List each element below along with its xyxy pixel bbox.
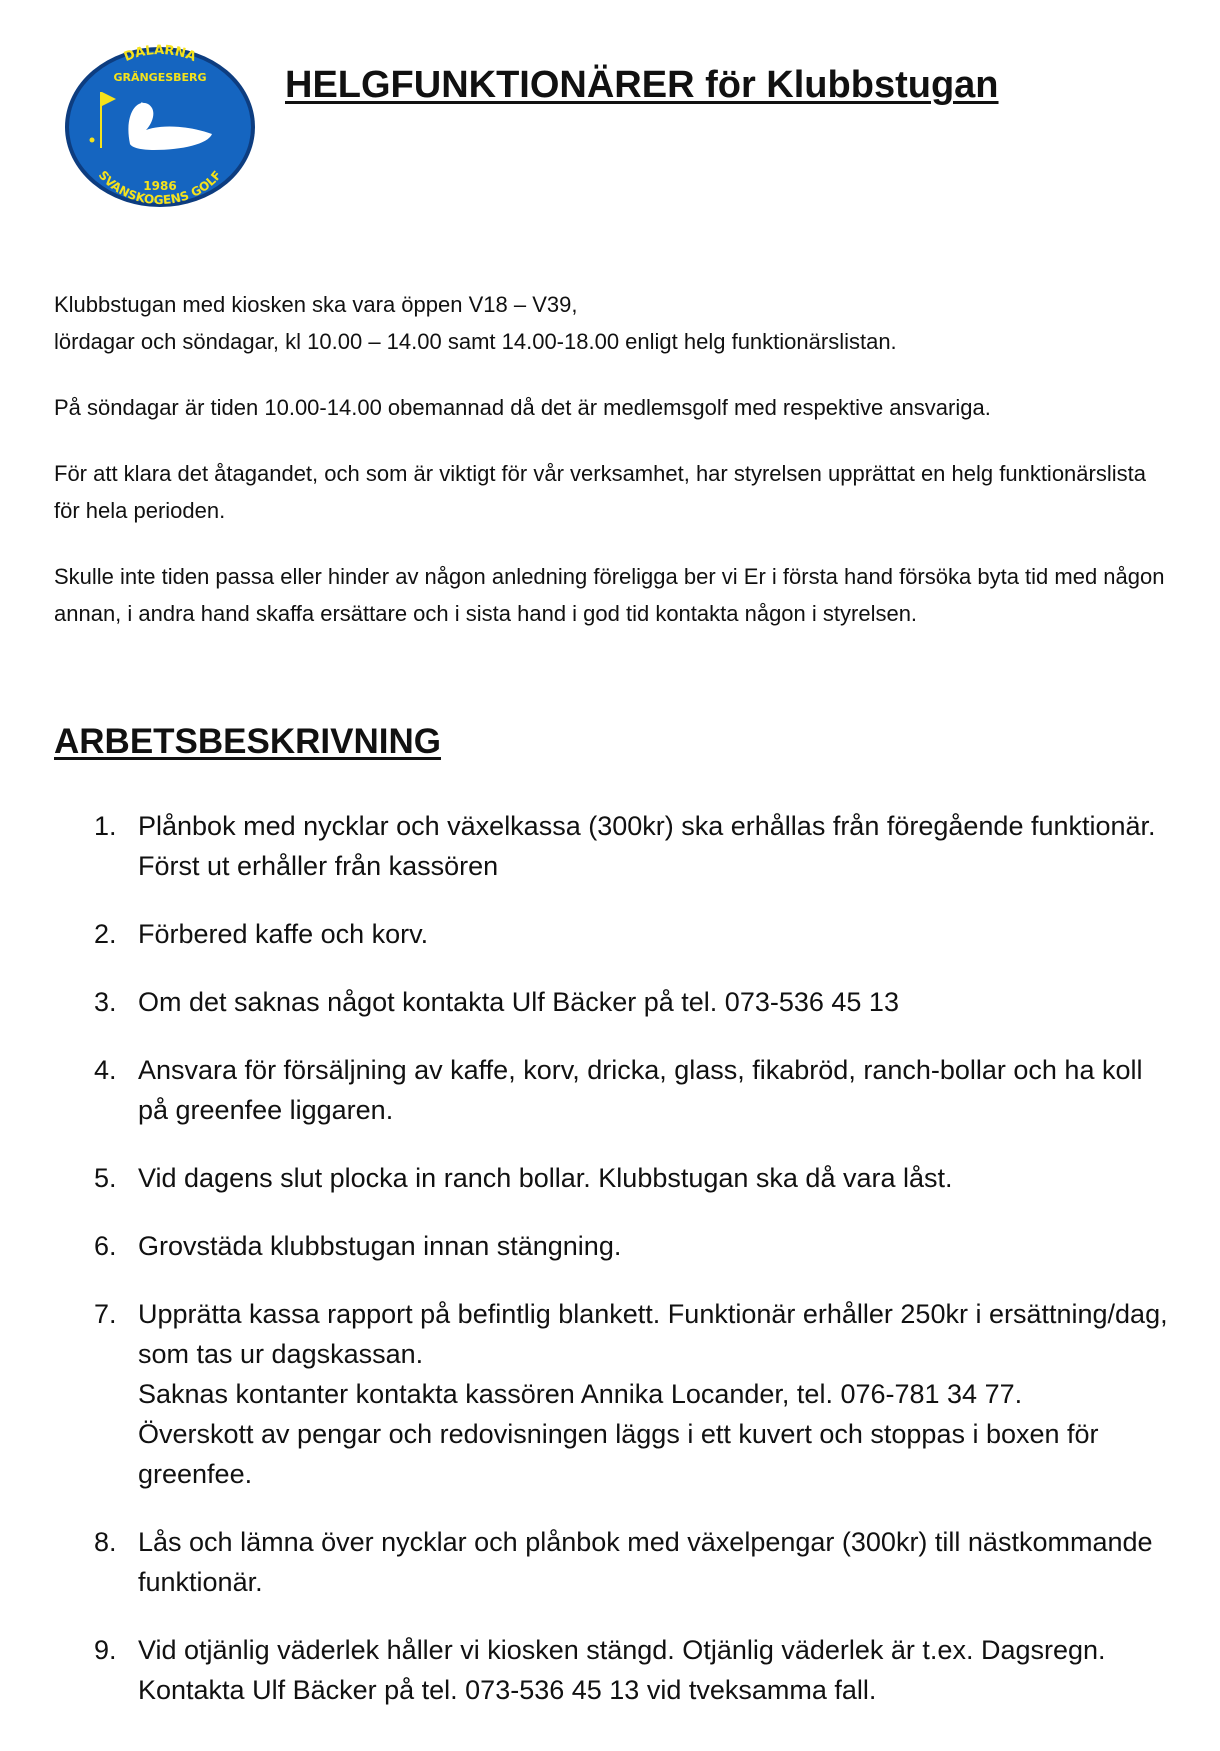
list-item-text: Vid otjänlig väderlek håller vi kiosken stängd. Otjänlig väderlek är t.ex. Dagsregn. Kontakta Ulf Bäcker på tel. 073-536 45 13 vid tveksamma fall. — [138, 1635, 1106, 1705]
intro-paragraph-2: På söndagar är tiden 10.00-14.00 obemannad då det är medlemsgolf med respektive ansvariga. — [54, 395, 991, 420]
logo-year: 1986 — [143, 179, 177, 193]
intro-text — [54, 286, 1174, 632]
list-item-number: 2. — [94, 919, 117, 949]
list-item — [84, 914, 1174, 954]
page-title: HELGFUNKTIONÄRER för Klubbstugan — [285, 64, 999, 106]
list-item-text: Saknas kontanter kontakta kassören Annika Locander, tel. 076-781 34 77. — [138, 1379, 1023, 1409]
list-item-text: Vid dagens slut plocka in ranch bollar. Klubbstugan ska då vara låst. — [138, 1163, 953, 1193]
list-item-number: 3. — [94, 987, 117, 1017]
list-item-text: Förbered kaffe och korv. — [138, 919, 429, 949]
list-item — [84, 1522, 1174, 1602]
list-item-number: 5. — [94, 1163, 117, 1193]
list-item — [84, 1630, 1174, 1710]
logo-top-text-1: DALARNA — [121, 44, 199, 65]
list-item — [84, 1050, 1174, 1130]
list-item — [84, 1226, 1174, 1266]
logo-top-text-2: GRÄNGESBERG — [113, 71, 207, 84]
list-item — [84, 982, 1174, 1022]
list-item-text: Plånbok med nycklar och växelkassa (300kr) ska erhållas från föregående funktionär. Först ut erhåller från kassören — [138, 811, 1156, 881]
list-item-number: 7. — [94, 1299, 117, 1329]
intro-line-1: Klubbstugan med kiosken ska vara öppen V18 – V39, — [54, 292, 578, 317]
list-item-number: 9. — [94, 1635, 117, 1665]
task-list — [84, 806, 1174, 1738]
list-item — [84, 1158, 1174, 1198]
logo-bottom-text: SVANSKOGENS GOLF — [95, 168, 225, 208]
section-heading: ARBETSBESKRIVNING — [54, 722, 441, 761]
list-item-text: Grovstäda klubbstugan innan stängning. — [138, 1231, 622, 1261]
intro-line-2: lördagar och söndagar, kl 10.00 – 14.00 samt 14.00-18.00 enligt helg funktionärslistan. — [54, 329, 897, 354]
swan-logo-icon — [62, 44, 258, 210]
intro-paragraph-3: För att klara det åtagandet, och som är viktigt för vår verksamhet, har styrelsen upprättat en helg funktionärslista för hela perioden. — [54, 461, 1146, 523]
list-item-number: 4. — [94, 1055, 117, 1085]
club-logo — [62, 44, 258, 210]
list-item-number: 1. — [94, 811, 117, 841]
list-item-text: Ansvara för försäljning av kaffe, korv, dricka, glass, fikabröd, ranch-bollar och ha koll på greenfee liggaren. — [138, 1055, 1143, 1125]
intro-paragraph-4: Skulle inte tiden passa eller hinder av någon anledning föreligga ber vi Er i första hand försöka byta tid med någon annan, i andra hand skaffa ersättare och i sista hand i god tid kontakta någon i styrelsen. — [54, 564, 1165, 626]
list-item-number: 8. — [94, 1527, 117, 1557]
list-item-text: Överskott av pengar och redovisningen läggs i ett kuvert och stoppas i boxen för greenfee. — [138, 1419, 1099, 1489]
list-item-text: Om det saknas något kontakta Ulf Bäcker på tel. 073-536 45 13 — [138, 987, 899, 1017]
list-item-number: 6. — [94, 1231, 117, 1261]
list-item-text: Lås och lämna över nycklar och plånbok med växelpengar (300kr) till nästkommande funktionär. — [138, 1527, 1153, 1597]
list-item — [84, 806, 1174, 886]
list-item-text: Upprätta kassa rapport på befintlig blankett. Funktionär erhåller 250kr i ersättning/dag, som tas ur dagskassan. — [138, 1299, 1168, 1369]
list-item — [84, 1294, 1174, 1494]
